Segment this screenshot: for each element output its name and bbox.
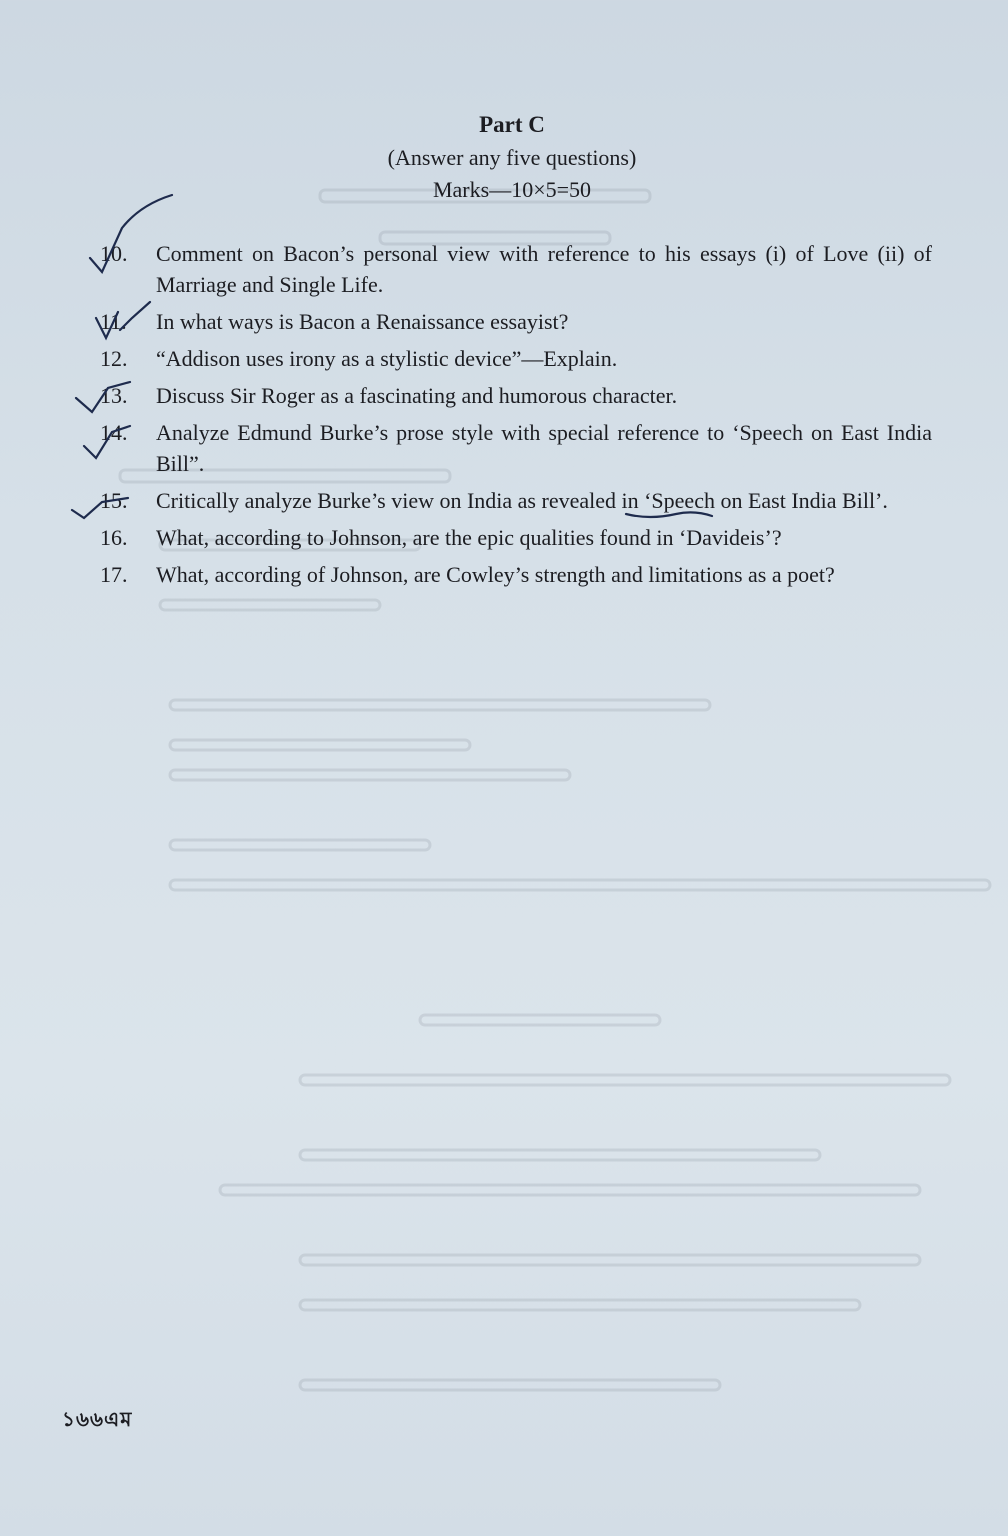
question-text: What, according to Johnson, are the epic qualities found in ‘Davideis’?: [156, 525, 782, 550]
question-item: [100, 343, 932, 374]
question-number: 12.: [100, 346, 128, 371]
question-item: [100, 417, 932, 479]
question-text: In what ways is Bacon a Renaissance essayist?: [156, 309, 569, 334]
question-text: “Addison uses irony as a stylistic device”—Explain.: [156, 346, 618, 371]
question-list: [100, 238, 932, 596]
question-number: 13.: [100, 383, 128, 408]
question-text: Comment on Bacon’s personal view with reference to his essays (i) of Love (ii) of Marriage and Single Life.: [156, 241, 932, 297]
question-number: 16.: [100, 525, 128, 550]
question-item: [100, 380, 932, 411]
part-marks: Marks—10×5=50: [432, 177, 592, 202]
page-code: ১৬৬এম: [62, 1407, 133, 1431]
question-text: Discuss Sir Roger as a fascinating and humorous character.: [156, 383, 678, 408]
question-number: 15.: [100, 488, 128, 513]
question-item: [100, 559, 932, 590]
question-number: 14.: [100, 420, 128, 445]
question-item: [100, 522, 932, 553]
part-header: [0, 108, 1008, 206]
question-number: 11.: [100, 309, 127, 334]
question-text: What, according of Johnson, are Cowley’s strength and limitations as a poet?: [156, 562, 835, 587]
part-title: Part C: [479, 112, 545, 137]
question-text: Critically analyze Burke’s view on India as revealed in ‘Speech on East India Bill’.: [156, 488, 888, 513]
question-item: [100, 485, 932, 516]
part-instruction: (Answer any five questions): [387, 145, 637, 170]
question-item: [100, 306, 932, 337]
question-number: 17.: [100, 562, 128, 587]
question-number: 10.: [100, 241, 128, 266]
question-item: [100, 238, 932, 300]
question-text: Analyze Edmund Burke’s prose style with special reference to ‘Speech on East India Bill”.: [156, 420, 932, 476]
